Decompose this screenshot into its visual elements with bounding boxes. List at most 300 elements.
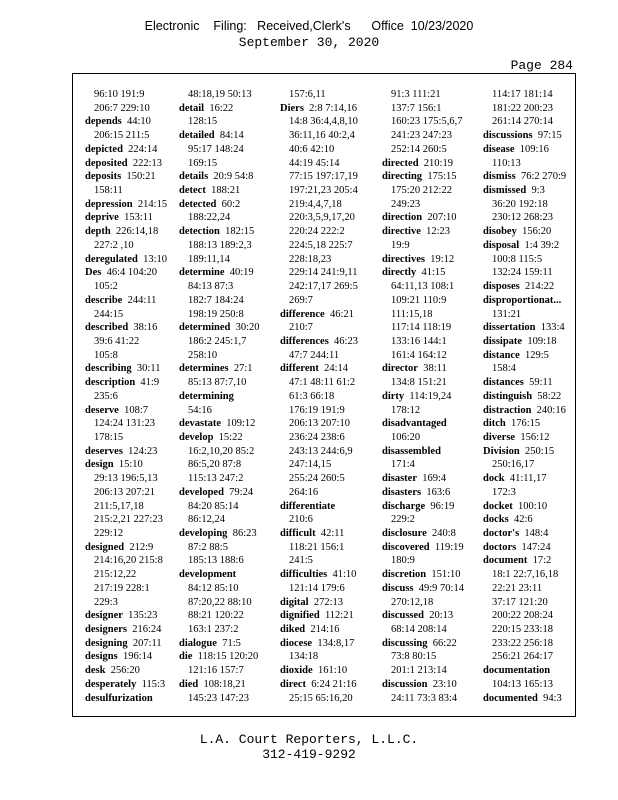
index-entry bbox=[382, 637, 478, 651]
index-headword: describing bbox=[85, 363, 132, 375]
index-headword: depicted bbox=[85, 143, 123, 155]
index-page-refs: 196:14 bbox=[117, 651, 153, 663]
index-page-refs: 180:9 bbox=[391, 555, 415, 567]
index-page-refs: 244:11 bbox=[122, 294, 157, 306]
index-page-refs: 207:10 bbox=[422, 212, 457, 224]
index-entry-continuation bbox=[280, 472, 372, 486]
index-page-refs: 230:12 268:23 bbox=[492, 212, 553, 224]
index-headword: die bbox=[179, 651, 193, 663]
index-page-refs: 215:2,21 227:23 bbox=[94, 514, 163, 526]
index-headword: doctors bbox=[483, 541, 517, 553]
index-entry-continuation bbox=[179, 445, 267, 459]
index-page-refs: 18:1 22:7,16,18 bbox=[492, 569, 559, 581]
index-entry-continuation bbox=[179, 472, 267, 486]
index-entry-continuation bbox=[382, 102, 478, 116]
index-entry-continuation bbox=[85, 335, 173, 349]
index-entry bbox=[483, 445, 573, 459]
index-page-refs: 181:22 200:23 bbox=[492, 102, 553, 114]
index-entry-continuation bbox=[179, 500, 267, 514]
index-headword: directives bbox=[382, 253, 425, 265]
index-page-refs: 161:4 164:12 bbox=[391, 349, 447, 361]
index-page-refs: 111:15,18 bbox=[391, 308, 433, 320]
index-page-refs: 206:15 211:5 bbox=[94, 130, 150, 142]
index-entry-continuation bbox=[280, 554, 372, 568]
index-page-refs: 134:18 bbox=[289, 651, 319, 663]
index-page-refs: 76:2 270:9 bbox=[515, 171, 567, 183]
index-page-refs: 13:10 bbox=[137, 253, 168, 265]
index-column-5 bbox=[483, 88, 573, 705]
index-entry-continuation bbox=[280, 129, 372, 143]
index-page-refs: 105:2 bbox=[94, 281, 118, 293]
index-page-refs: 229:12 bbox=[94, 528, 124, 539]
index-page-refs: 25:15 65:16,20 bbox=[289, 692, 353, 704]
index-entry-continuation bbox=[382, 335, 478, 349]
index-page-refs: 145:23 147:23 bbox=[188, 692, 249, 704]
index-entry-continuation bbox=[382, 143, 478, 157]
index-page-refs: 47:7 244:11 bbox=[289, 349, 340, 361]
index-page-refs: 212:9 bbox=[124, 541, 154, 553]
index-page-refs: 178:12 bbox=[391, 404, 421, 416]
index-entry-continuation bbox=[483, 362, 573, 376]
index-entry bbox=[382, 472, 478, 486]
index-entry-continuation bbox=[280, 458, 372, 472]
index-entry bbox=[85, 650, 173, 664]
index-page-refs: 84:12 85:10 bbox=[188, 582, 239, 594]
index-entry bbox=[483, 692, 573, 706]
index-entry bbox=[382, 609, 478, 623]
index-headword: discussions bbox=[483, 130, 533, 142]
index-entry-continuation bbox=[85, 500, 173, 514]
index-entry-continuation bbox=[179, 596, 267, 610]
index-entry bbox=[483, 143, 573, 157]
index-page-refs: 86:12,24 bbox=[188, 514, 226, 526]
index-headword: differences bbox=[280, 335, 329, 347]
index-page-refs: 156:20 bbox=[516, 226, 552, 238]
index-entry-continuation bbox=[179, 143, 267, 157]
index-page-refs: 124:23 bbox=[122, 445, 158, 457]
index-entry bbox=[382, 157, 478, 171]
index-entry-continuation bbox=[85, 486, 173, 500]
index-entry-continuation bbox=[179, 280, 267, 294]
index-entry bbox=[85, 609, 173, 623]
index-headword: disposal bbox=[483, 239, 520, 251]
index-entry bbox=[382, 390, 478, 404]
index-entry bbox=[483, 404, 573, 418]
index-entry bbox=[382, 541, 478, 555]
index-page-refs: 41:10 bbox=[327, 569, 357, 581]
index-page-refs: 58:22 bbox=[532, 390, 562, 402]
index-headword: developed bbox=[179, 486, 224, 498]
index-entry-continuation bbox=[280, 198, 372, 212]
index-page-refs: 206:7 229:10 bbox=[94, 102, 150, 114]
index-entry bbox=[179, 170, 267, 184]
index-entry-continuation bbox=[179, 404, 267, 418]
index-headword: difficulties bbox=[280, 569, 328, 581]
index-entry-continuation bbox=[280, 390, 372, 404]
index-entry-continuation bbox=[280, 404, 372, 418]
index-headword: directly bbox=[382, 267, 417, 279]
index-page-refs: 148:4 bbox=[519, 528, 549, 539]
index-page-refs: 171:4 bbox=[391, 459, 415, 471]
index-page-refs: 244:15 bbox=[94, 308, 124, 320]
index-page-refs: 97:15 bbox=[532, 130, 562, 142]
index-page-refs: 60:2 bbox=[216, 198, 241, 210]
index-entry-continuation bbox=[382, 650, 478, 664]
index-page-refs: 236:24 238:6 bbox=[289, 431, 345, 443]
index-entry-continuation bbox=[280, 541, 372, 555]
index-headword: discussing bbox=[382, 637, 428, 649]
index-headword: dismiss bbox=[483, 171, 516, 183]
index-entry bbox=[85, 678, 173, 692]
index-headword: Diers bbox=[280, 102, 304, 114]
index-page-refs: 197:21,23 205:4 bbox=[289, 185, 358, 197]
index-headword: discovered bbox=[382, 541, 430, 553]
index-entry bbox=[483, 390, 573, 404]
index-entry bbox=[280, 568, 372, 582]
index-page-refs: 15:22 bbox=[213, 431, 243, 443]
index-entry bbox=[483, 321, 573, 335]
index-entry bbox=[179, 102, 267, 116]
index-page-refs: 188:22,24 bbox=[188, 212, 231, 224]
index-entry bbox=[382, 253, 478, 267]
index-page-refs: 114:19,24 bbox=[404, 390, 452, 402]
index-entry-continuation bbox=[280, 143, 372, 157]
index-entry-continuation bbox=[85, 596, 173, 610]
index-page-refs: 261:14 270:14 bbox=[492, 116, 553, 128]
index-page-refs: 109:21 110:9 bbox=[391, 294, 447, 306]
index-entry-continuation bbox=[85, 554, 173, 568]
index-headword: direct bbox=[280, 678, 307, 690]
index-page-refs: 228:18,23 bbox=[289, 253, 332, 265]
index-entry-continuation bbox=[179, 458, 267, 472]
index-entry-continuation bbox=[483, 650, 573, 664]
index-entry-continuation bbox=[483, 102, 573, 116]
index-page-refs: 104:13 165:13 bbox=[492, 678, 553, 690]
index-entry-continuation bbox=[179, 349, 267, 363]
index-page-refs: 241:23 247:23 bbox=[391, 130, 452, 142]
index-entry-continuation bbox=[483, 637, 573, 651]
index-page-refs: 133:4 bbox=[535, 322, 565, 334]
index-headword: detection bbox=[179, 226, 220, 238]
index-entry-continuation bbox=[483, 115, 573, 129]
index-entry-continuation bbox=[483, 266, 573, 280]
index-entry bbox=[382, 500, 478, 514]
index-page-refs: 16:2,10,20 85:2 bbox=[188, 445, 255, 457]
index-page-refs: 16:22 bbox=[204, 102, 234, 114]
index-page-refs: 175:20 212:22 bbox=[391, 185, 452, 197]
index-headword: Division bbox=[483, 445, 520, 457]
index-page-refs: 95:17 148:24 bbox=[188, 143, 244, 155]
index-page-refs: 23:10 bbox=[427, 678, 457, 690]
index-entry-continuation bbox=[85, 417, 173, 431]
index-entry-continuation bbox=[85, 513, 173, 527]
index-entry-continuation bbox=[85, 527, 173, 541]
index-page-refs: 100:10 bbox=[512, 500, 548, 512]
index-page-refs: 73:8 80:15 bbox=[391, 651, 437, 663]
index-entry-continuation bbox=[382, 294, 478, 308]
index-page-refs: 229:3 bbox=[94, 596, 118, 608]
index-page-refs: 96:10 191:9 bbox=[94, 89, 145, 100]
index-entry-continuation bbox=[179, 294, 267, 308]
index-page-refs: 178:15 bbox=[94, 431, 124, 443]
index-entry-continuation bbox=[483, 211, 573, 225]
index-entry-continuation bbox=[382, 129, 478, 143]
index-page-refs: 201:1 213:14 bbox=[391, 665, 447, 677]
index-page-refs: 49:9 70:14 bbox=[413, 582, 464, 594]
index-page-refs: 20:9 54:8 bbox=[208, 171, 254, 183]
index-page-refs: 15:10 bbox=[113, 459, 143, 471]
index-page-refs: 147:24 bbox=[516, 541, 551, 553]
index-headword: developing bbox=[179, 528, 228, 539]
index-headword: determined bbox=[179, 322, 231, 334]
index-page-refs: 109:16 bbox=[514, 143, 549, 155]
index-entry-continuation bbox=[179, 308, 267, 322]
index-entry bbox=[179, 431, 267, 445]
index-entry bbox=[85, 458, 173, 472]
index-headword: diked bbox=[280, 624, 306, 636]
index-entry-continuation bbox=[280, 88, 372, 102]
index-page-refs: 258:10 bbox=[188, 349, 218, 361]
index-entry-continuation bbox=[179, 211, 267, 225]
index-page-refs: 229:2 bbox=[391, 514, 415, 526]
index-headword: discussed bbox=[382, 610, 425, 622]
index-entry-continuation bbox=[179, 623, 267, 637]
index-entry-continuation bbox=[382, 376, 478, 390]
index-page-refs: 37:17 121:20 bbox=[492, 596, 548, 608]
index-page-refs: 243:13 244:6,9 bbox=[289, 445, 353, 457]
index-page-refs: 121:16 157:7 bbox=[188, 665, 244, 677]
index-entry-continuation bbox=[382, 239, 478, 253]
index-headword: depression bbox=[85, 198, 133, 210]
index-entry-continuation bbox=[382, 623, 478, 637]
index-page-refs: 1:4 39:2 bbox=[519, 239, 560, 251]
index-entry-continuation bbox=[85, 184, 173, 198]
index-entry bbox=[280, 308, 372, 322]
index-entry bbox=[483, 500, 573, 514]
index-entry-continuation bbox=[382, 596, 478, 610]
index-page-refs: 269:7 bbox=[289, 294, 313, 306]
index-headword: describe bbox=[85, 294, 123, 306]
index-headword: detected bbox=[179, 198, 217, 210]
index-page-refs: 217:19 228:1 bbox=[94, 582, 150, 594]
index-page-refs: 61:3 66:18 bbox=[289, 390, 335, 402]
index-entry-continuation bbox=[85, 88, 173, 102]
index-page-refs: 46:4 104:20 bbox=[101, 267, 158, 279]
index-entry bbox=[483, 664, 573, 678]
index-entry bbox=[179, 225, 267, 239]
page-number: Page 284 bbox=[510, 58, 573, 73]
index-entry bbox=[179, 527, 267, 541]
index-entry bbox=[280, 500, 372, 514]
index-page-refs: 252:14 260:5 bbox=[391, 143, 447, 155]
index-entry bbox=[382, 486, 478, 500]
index-page-refs: 87:20,22 88:10 bbox=[188, 596, 252, 608]
index-headword: detailed bbox=[179, 130, 215, 142]
index-entry-continuation bbox=[483, 609, 573, 623]
index-page-refs: 224:5,18 225:7 bbox=[289, 239, 353, 251]
index-entry bbox=[280, 527, 372, 541]
index-page-refs: 249:23 bbox=[391, 198, 421, 210]
index-page-refs: 220:24 222:2 bbox=[289, 226, 345, 238]
index-page-refs: 210:7 bbox=[289, 322, 313, 334]
index-page-refs: 100:8 115:5 bbox=[492, 253, 543, 265]
index-headword: directed bbox=[382, 157, 419, 169]
index-entry-continuation bbox=[280, 225, 372, 239]
index-page-refs: 272:13 bbox=[308, 596, 344, 608]
index-page-refs: 118:15 120:20 bbox=[192, 651, 259, 663]
index-entry-continuation bbox=[280, 650, 372, 664]
index-page-refs: 211:5,17,18 bbox=[94, 500, 144, 512]
index-entry bbox=[382, 445, 478, 459]
index-page-refs: 40:19 bbox=[224, 267, 254, 279]
index-page-refs: 44:10 bbox=[121, 116, 151, 128]
index-headword: disobey bbox=[483, 226, 517, 238]
index-entry bbox=[483, 184, 573, 198]
index-page-refs: 163:6 bbox=[421, 486, 451, 498]
index-headword: dissipate bbox=[483, 335, 523, 347]
index-entry bbox=[483, 349, 573, 363]
index-headword: distinguish bbox=[483, 390, 533, 402]
index-entry bbox=[179, 678, 267, 692]
index-entry-continuation bbox=[382, 198, 478, 212]
index-entry bbox=[280, 596, 372, 610]
index-page-refs: 219:4,4,7,18 bbox=[289, 198, 342, 210]
index-page-refs: 19:12 bbox=[424, 253, 455, 265]
index-headword: disposes bbox=[483, 281, 520, 293]
index-page-refs: 226:14,18 bbox=[110, 226, 159, 238]
index-page-refs: 2:8 7:14,16 bbox=[303, 102, 358, 114]
index-entry-continuation bbox=[85, 582, 173, 596]
index-headword: devastate bbox=[179, 418, 221, 430]
index-entry bbox=[85, 170, 173, 184]
index-page-refs: 189:11,14 bbox=[188, 253, 230, 265]
index-headword: desulfurization bbox=[85, 692, 153, 704]
index-headword: disasters bbox=[382, 486, 422, 498]
index-entry bbox=[382, 170, 478, 184]
index-page-refs: 30:20 bbox=[230, 322, 260, 334]
index-page-refs: 86:23 bbox=[227, 528, 257, 539]
index-entry-continuation bbox=[179, 253, 267, 267]
index-page-refs: 214:16,20 215:8 bbox=[94, 555, 163, 567]
index-page-refs: 41:9 bbox=[135, 377, 160, 389]
index-page-refs: 175:15 bbox=[422, 171, 457, 183]
index-entry bbox=[280, 678, 372, 692]
index-entry bbox=[85, 115, 173, 129]
index-headword: disassembled bbox=[382, 445, 441, 457]
index-headword: dioxide bbox=[280, 665, 313, 677]
index-column-4 bbox=[382, 88, 478, 705]
index-page-refs: 240:16 bbox=[531, 404, 566, 416]
index-page-refs: 27:1 bbox=[228, 363, 253, 375]
index-page-refs: 233:22 256:18 bbox=[492, 637, 553, 649]
index-page-refs: 128:15 bbox=[188, 116, 218, 128]
index-entry-continuation bbox=[483, 486, 573, 500]
index-headword: detail bbox=[179, 102, 205, 114]
index-entry-continuation bbox=[280, 266, 372, 280]
index-page-refs: 132:24 159:11 bbox=[492, 267, 553, 279]
index-entry bbox=[382, 211, 478, 225]
index-column-2 bbox=[179, 88, 267, 705]
index-entry-continuation bbox=[483, 568, 573, 582]
index-entry bbox=[85, 362, 173, 376]
index-page-refs: 224:14 bbox=[122, 143, 158, 155]
index-entry bbox=[280, 623, 372, 637]
index-headword: disease bbox=[483, 143, 515, 155]
index-entry bbox=[483, 280, 573, 294]
index-entry bbox=[483, 170, 573, 184]
index-headword: deprive bbox=[85, 212, 119, 224]
index-entry-continuation bbox=[280, 445, 372, 459]
index-page-refs: 137:7 156:1 bbox=[391, 102, 442, 114]
index-headword: desperately bbox=[85, 678, 137, 690]
index-page-refs: 41:11,17 bbox=[504, 473, 547, 485]
index-entry bbox=[382, 582, 478, 596]
index-page-refs: 36:20 192:18 bbox=[492, 198, 548, 210]
index-page-refs: 118:21 156:1 bbox=[289, 541, 345, 553]
index-page-refs: 229:14 241:9,11 bbox=[289, 267, 358, 279]
index-entry bbox=[179, 650, 267, 664]
index-entry bbox=[179, 486, 267, 500]
index-headword: deposited bbox=[85, 157, 128, 169]
index-entry-continuation bbox=[382, 513, 478, 527]
index-page-refs: 71:5 bbox=[216, 637, 241, 649]
filing-stamp: Electronic Filing: Received,Clerk's Office 10/23/2020 bbox=[144, 19, 474, 33]
index-entry bbox=[483, 513, 573, 527]
index-entry-continuation bbox=[382, 458, 478, 472]
index-page-refs: 256:20 bbox=[105, 665, 140, 677]
index-entry-continuation bbox=[382, 308, 478, 322]
index-entry bbox=[179, 198, 267, 212]
index-page-refs: 86:5,20 87:8 bbox=[188, 459, 242, 471]
index-entry bbox=[382, 362, 478, 376]
index-page-refs: 200:22 208:24 bbox=[492, 610, 553, 622]
index-headword: documented bbox=[483, 692, 538, 704]
index-entry-continuation bbox=[85, 349, 173, 363]
index-headword: ditch bbox=[483, 418, 506, 430]
index-page-refs: 176:19 191:9 bbox=[289, 404, 345, 416]
index-page-refs: 169:4 bbox=[417, 473, 447, 485]
index-page-refs: 12:23 bbox=[420, 226, 451, 238]
index-entry-continuation bbox=[280, 582, 372, 596]
index-column-1 bbox=[85, 88, 173, 705]
index-entry-continuation bbox=[280, 170, 372, 184]
index-page-refs: 161:10 bbox=[312, 665, 348, 677]
index-entry bbox=[85, 198, 173, 212]
index-entry bbox=[483, 239, 573, 253]
index-entry bbox=[483, 527, 573, 541]
index-entry bbox=[85, 157, 173, 171]
index-page-refs: 114:17 181:14 bbox=[492, 89, 553, 100]
index-entry-continuation bbox=[179, 609, 267, 623]
index-entry-continuation bbox=[483, 157, 573, 171]
index-entry bbox=[280, 609, 372, 623]
index-page-refs: 48:18,19 50:13 bbox=[188, 89, 252, 100]
index-entry bbox=[85, 266, 173, 280]
index-page-refs: 176:15 bbox=[505, 418, 541, 430]
index-page-refs: 151:10 bbox=[426, 569, 461, 581]
index-page-refs: 198:19 250:8 bbox=[188, 308, 244, 320]
index-page-refs: 68:14 208:14 bbox=[391, 624, 447, 636]
index-headword: dissertation bbox=[483, 322, 536, 334]
index-entry-continuation bbox=[179, 664, 267, 678]
index-entry bbox=[382, 568, 478, 582]
index-entry-continuation bbox=[280, 486, 372, 500]
index-entry bbox=[280, 102, 372, 116]
index-page-refs: 153:11 bbox=[118, 212, 153, 224]
index-page-refs: 91:3 111:21 bbox=[391, 89, 441, 100]
index-headword: document bbox=[483, 555, 528, 567]
index-headword: discretion bbox=[382, 569, 427, 581]
